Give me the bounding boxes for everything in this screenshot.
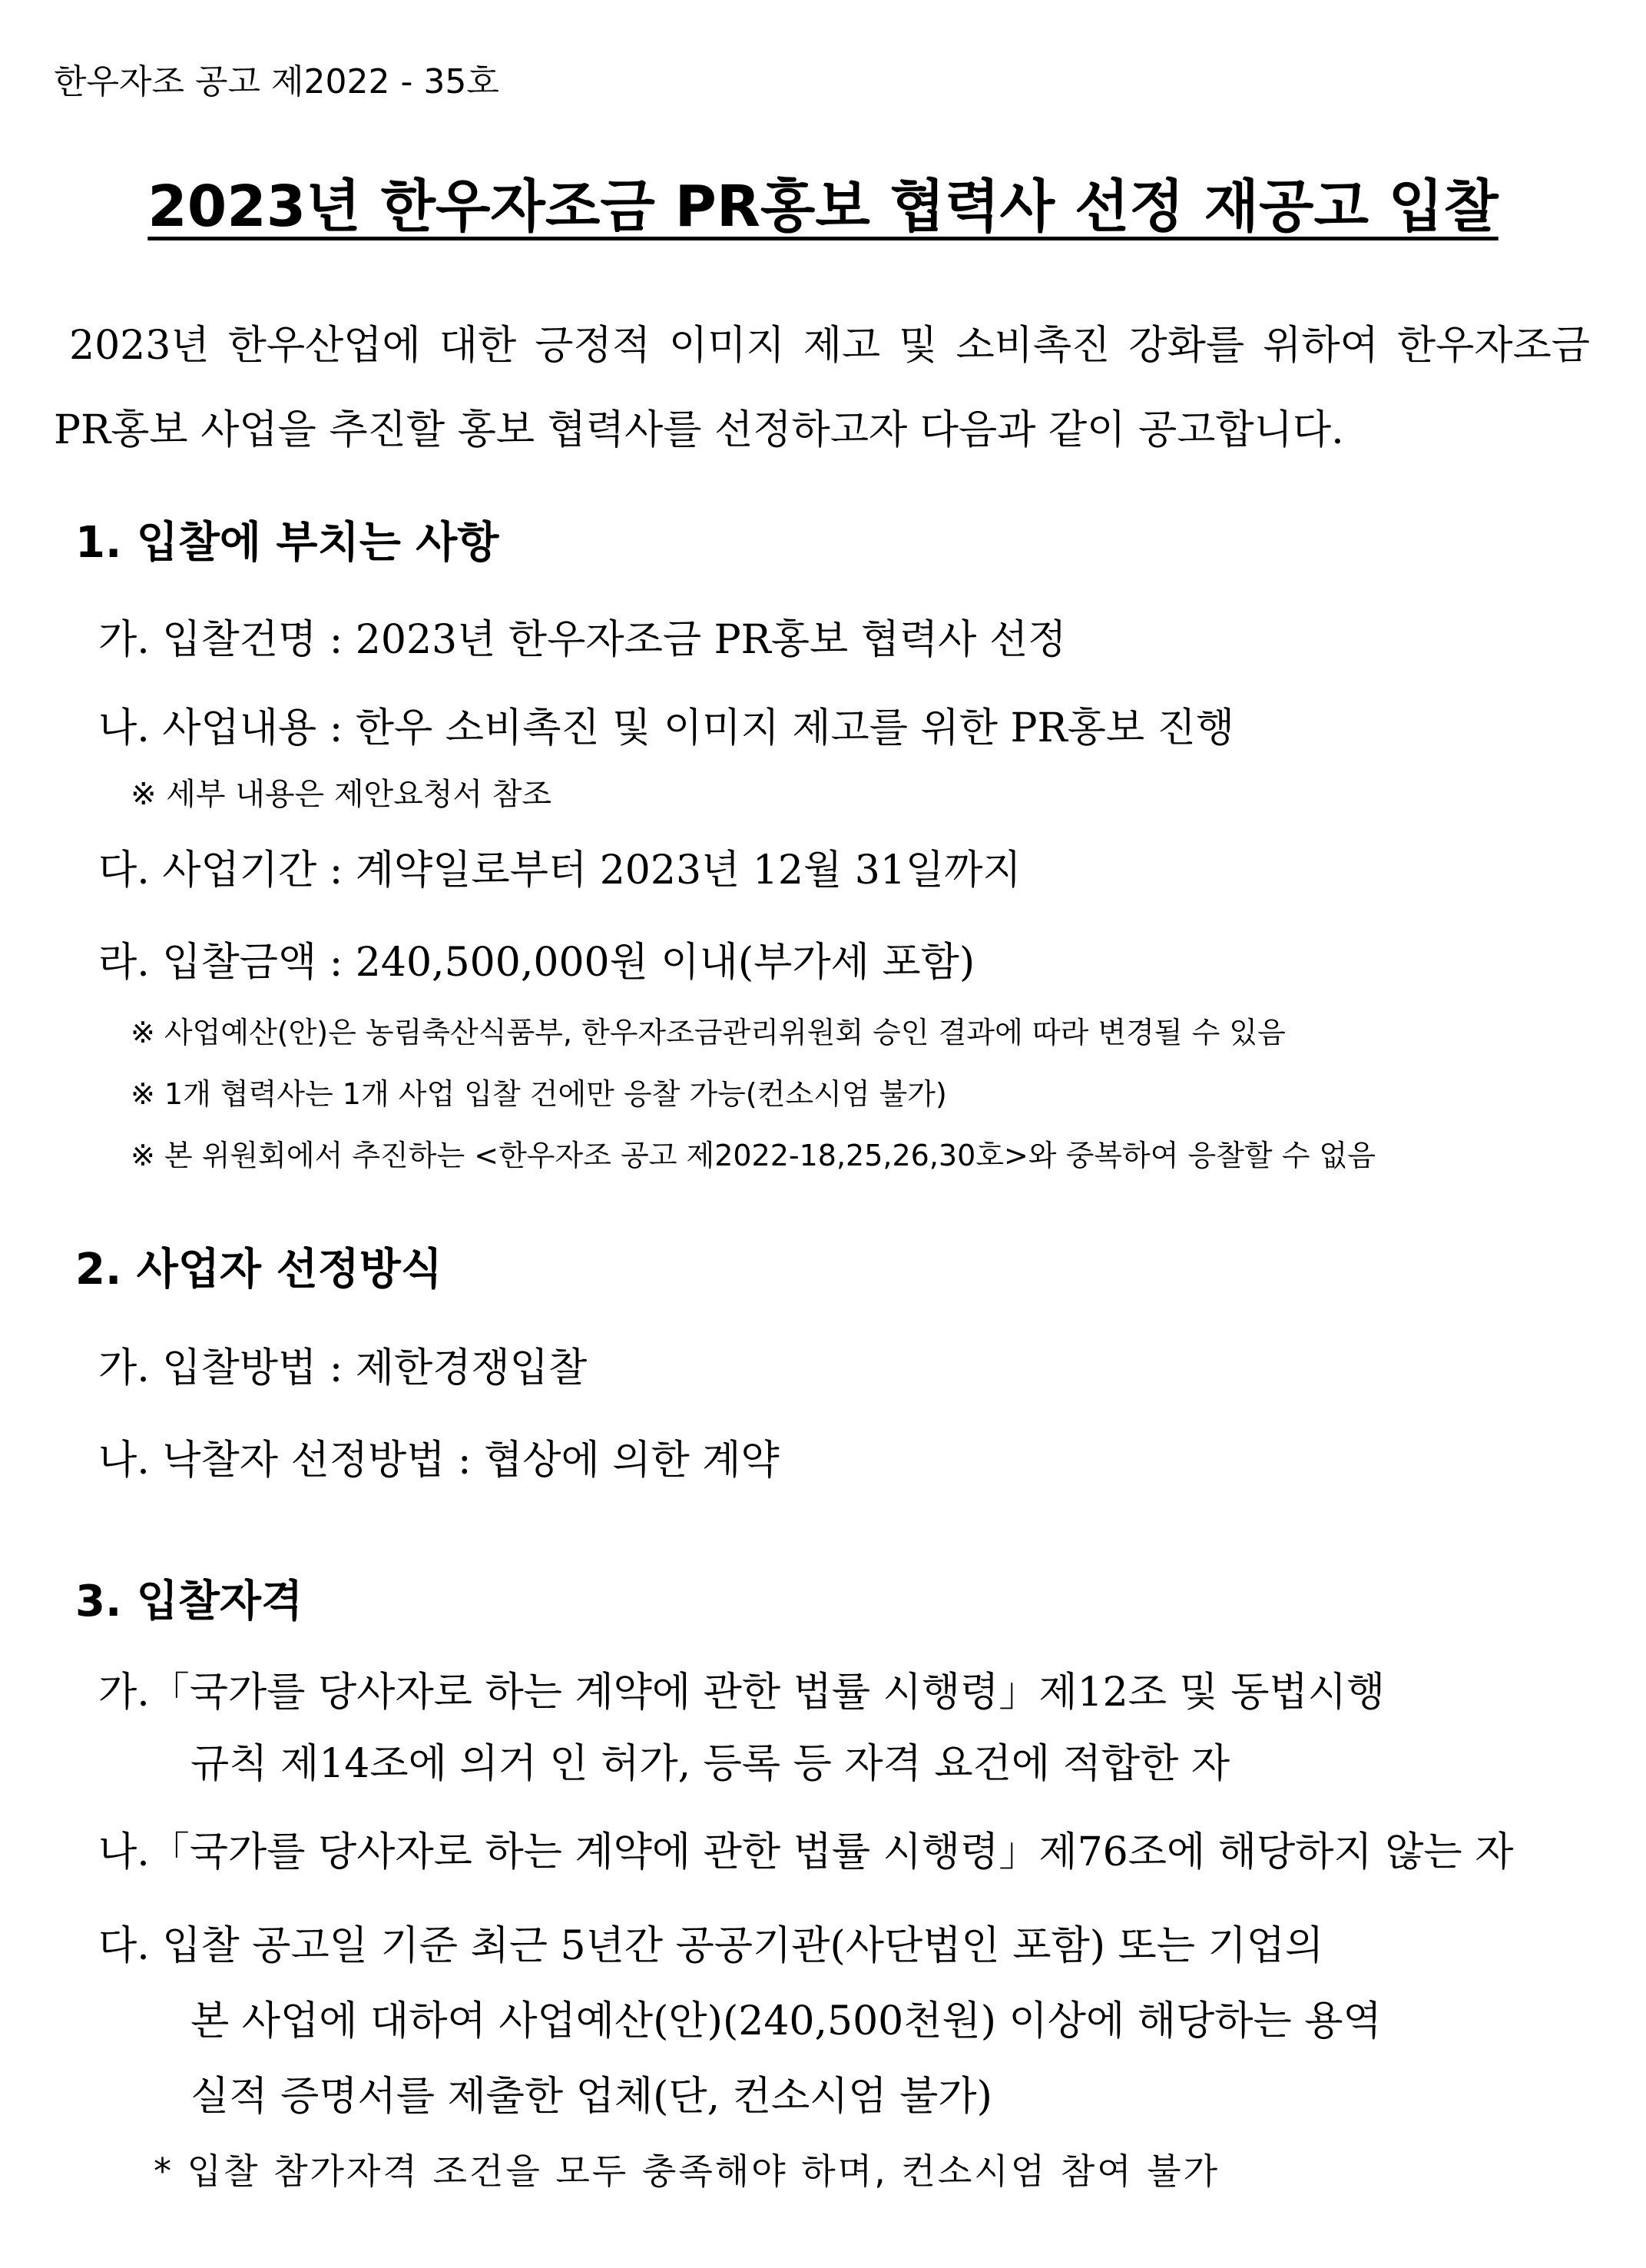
- section-3-item-da-line-2: 본 사업에 대하여 사업예산(안)(240,500천원) 이상에 해당하는 용역: [190, 1998, 1382, 2044]
- section-3-item-na: 나.「국가를 당사자로 하는 계약에 관한 법률 시행령」제76조에 해당하지 않는 자: [98, 1829, 1514, 1875]
- section-1-item-ga: 가. 입찰건명 : 2023년 한우자조금 PR홍보 협력사 선정: [98, 617, 1067, 663]
- section-1-note-ra-1: ※ 사업예산(안)은 농림축산식품부, 한우자조금관리위원회 승인 결과에 따라 변경될 수 있음: [131, 1016, 1286, 1049]
- section-1-note-ra-3: ※ 본 위원회에서 추진하는 <한우자조 공고 제2022-18,25,26,30호>와 중복하여 응찰할 수 없음: [131, 1139, 1376, 1172]
- section-3-item-da-line-3: 실적 증명서를 제출한 업체(단, 컨소시엄 불가): [190, 2074, 992, 2120]
- document-title: [0, 161, 1646, 243]
- section-1-item-na: 나. 사업내용 : 한우 소비촉진 및 이미지 제고를 위한 PR홍보 진행: [98, 705, 1235, 751]
- section-1-note-ra-2: ※ 1개 협력사는 1개 사업 입찰 건에만 응찰 가능(컨소시엄 불가): [131, 1077, 947, 1111]
- section-2-item-na: 나. 낙찰자 선정방법 : 협상에 의한 계약: [98, 1437, 780, 1484]
- section-1-item-da: 다. 사업기간 : 계약일로부터 2023년 12월 31일까지: [98, 847, 1022, 894]
- section-1-item-ra: 라. 입찰금액 : 240,500,000원 이내(부가세 포함): [98, 940, 975, 986]
- section-3-item-da-line-1: 다. 입찰 공고일 기준 최근 5년간 공공기관(사단법인 포함) 또는 기업의: [98, 1923, 1324, 1969]
- intro-line-1: 2023년 한우산업에 대한 긍정적 이미지 제고 및 소비촉진 강화를 위하여 한우자조금: [69, 323, 1590, 369]
- document-title-text: 2023년 한우자조금 PR홍보 협력사 선정 재공고 입찰: [147, 174, 1499, 240]
- section-3-title: 3. 입찰자격: [75, 1577, 303, 1626]
- intro-line-2: PR홍보 사업을 추진할 홍보 협력사를 선정하고자 다음과 같이 공고합니다.: [54, 407, 1344, 453]
- section-3-item-ga-line-2: 규칙 제14조에 의거 인 허가, 등록 등 자격 요건에 적합한 자: [190, 1741, 1230, 1787]
- section-2-title: 2. 사업자 선정방식: [75, 1245, 442, 1295]
- section-1-title: 1. 입찰에 부치는 사항: [75, 518, 499, 568]
- section-1-note-na: ※ 세부 내용은 제안요청서 참조: [131, 777, 552, 812]
- notice-number: 한우자조 공고 제2022 - 35호: [54, 62, 499, 101]
- section-3-item-ga-line-1: 가.「국가를 당사자로 하는 계약에 관한 법률 시행령」제12조 및 동법시행: [98, 1670, 1386, 1716]
- section-3-star-note: * 입찰 참가자격 조건을 모두 충족해야 하며, 컨소시엄 참여 불가: [154, 2150, 1220, 2192]
- intro-paragraph: [54, 303, 1590, 472]
- section-2-item-ga: 가. 입찰방법 : 제한경쟁입찰: [98, 1345, 588, 1391]
